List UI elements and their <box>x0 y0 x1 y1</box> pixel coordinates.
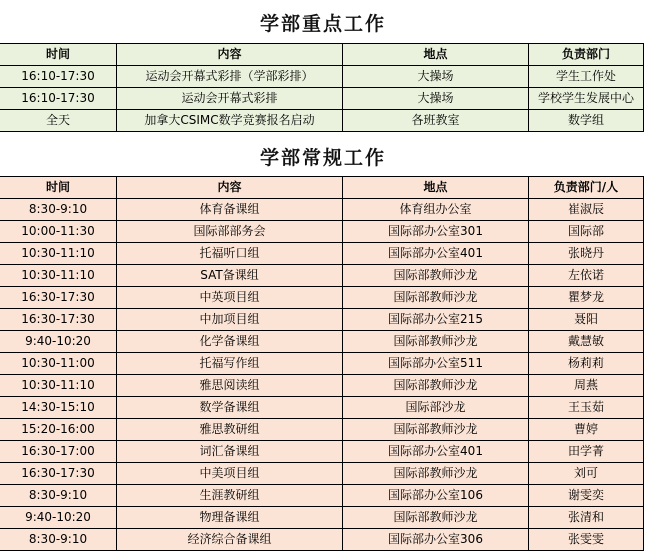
cell-content: 中美项目组 <box>117 463 343 485</box>
header-location: 地点 <box>343 177 529 199</box>
cell-content: 物理备课组 <box>117 507 343 529</box>
cell-content: 运动会开幕式彩排 <box>117 88 343 110</box>
cell-time: 15:20-16:00 <box>0 419 117 441</box>
cell-content: 体育备课组 <box>117 199 343 221</box>
cell-content: SAT备课组 <box>117 265 343 287</box>
table-row <box>0 485 644 507</box>
cell-department: 学生工作处 <box>529 66 644 88</box>
cell-location: 国际部教师沙龙 <box>343 419 529 441</box>
cell-department: 左依诺 <box>529 265 644 287</box>
cell-time: 14:30-15:10 <box>0 397 117 419</box>
key-work-table <box>0 43 644 132</box>
cell-content: 化学备课组 <box>117 331 343 353</box>
cell-location: 国际部教师沙龙 <box>343 331 529 353</box>
cell-location: 国际部办公室511 <box>343 353 529 375</box>
cell-department: 学校学生发展中心 <box>529 88 644 110</box>
cell-location: 大操场 <box>343 88 529 110</box>
cell-location: 国际部教师沙龙 <box>343 463 529 485</box>
table-row <box>0 529 644 551</box>
cell-time: 9:40-10:20 <box>0 331 117 353</box>
cell-department: 谢雯奕 <box>529 485 644 507</box>
table-row <box>0 243 644 265</box>
cell-department: 杨莉莉 <box>529 353 644 375</box>
table-row <box>0 463 644 485</box>
cell-department: 王玉茹 <box>529 397 644 419</box>
cell-department: 张晓丹 <box>529 243 644 265</box>
cell-department: 瞿梦龙 <box>529 287 644 309</box>
header-location: 地点 <box>343 44 529 66</box>
cell-content: 雅思阅读组 <box>117 375 343 397</box>
cell-department: 张雯雯 <box>529 529 644 551</box>
cell-department: 田学菁 <box>529 441 644 463</box>
cell-location: 国际部教师沙龙 <box>343 375 529 397</box>
cell-location: 国际部办公室215 <box>343 309 529 331</box>
cell-time: 10:00-11:30 <box>0 221 117 243</box>
table-row <box>0 66 644 88</box>
cell-time: 16:30-17:30 <box>0 309 117 331</box>
table-row <box>0 265 644 287</box>
cell-department: 周燕 <box>529 375 644 397</box>
cell-time: 10:30-11:10 <box>0 265 117 287</box>
header-time: 时间 <box>0 44 117 66</box>
table-row <box>0 88 644 110</box>
header-person: 负责部门/人 <box>529 177 644 199</box>
cell-time: 10:30-11:10 <box>0 375 117 397</box>
cell-time: 16:30-17:30 <box>0 463 117 485</box>
cell-department: 刘可 <box>529 463 644 485</box>
cell-content: 国际部部务会 <box>117 221 343 243</box>
cell-content: 数学备课组 <box>117 397 343 419</box>
cell-department: 曹婷 <box>529 419 644 441</box>
routine-work-table <box>0 176 644 551</box>
header-content: 内容 <box>117 177 343 199</box>
cell-content: 运动会开幕式彩排（学部彩排） <box>117 66 343 88</box>
cell-content: 托福写作组 <box>117 353 343 375</box>
table-row <box>0 441 644 463</box>
cell-content: 中英项目组 <box>117 287 343 309</box>
cell-location: 国际部办公室401 <box>343 441 529 463</box>
cell-department: 崔淑辰 <box>529 199 644 221</box>
cell-time: 16:30-17:30 <box>0 287 117 309</box>
header-department: 负责部门 <box>529 44 644 66</box>
table-row <box>0 507 644 529</box>
table-row <box>0 221 644 243</box>
cell-content: 经济综合备课组 <box>117 529 343 551</box>
cell-location: 国际部办公室301 <box>343 221 529 243</box>
table-row <box>0 397 644 419</box>
table-row <box>0 375 644 397</box>
cell-department: 国际部 <box>529 221 644 243</box>
cell-time: 8:30-9:10 <box>0 199 117 221</box>
cell-location: 国际部沙龙 <box>343 397 529 419</box>
table-header-row <box>0 177 644 199</box>
cell-location: 国际部办公室306 <box>343 529 529 551</box>
header-time: 时间 <box>0 177 117 199</box>
cell-time: 10:30-11:10 <box>0 243 117 265</box>
key-work-title: 学部重点工作 <box>259 13 386 35</box>
table-row <box>0 110 644 132</box>
cell-content: 雅思教研组 <box>117 419 343 441</box>
cell-time: 16:10-17:30 <box>0 88 117 110</box>
cell-department: 戴慧敏 <box>529 331 644 353</box>
cell-content: 托福听口组 <box>117 243 343 265</box>
cell-department: 聂阳 <box>529 309 644 331</box>
cell-time: 16:10-17:30 <box>0 66 117 88</box>
cell-location: 体育组办公室 <box>343 199 529 221</box>
table-row <box>0 199 644 221</box>
cell-location: 国际部教师沙龙 <box>343 507 529 529</box>
routine-work-rows <box>0 199 644 551</box>
cell-time: 16:30-17:00 <box>0 441 117 463</box>
cell-time: 9:40-10:20 <box>0 507 117 529</box>
header-content: 内容 <box>117 44 343 66</box>
table-row <box>0 309 644 331</box>
key-work-rows <box>0 66 644 132</box>
routine-work-title: 学部常规工作 <box>259 147 386 169</box>
cell-location: 国际部办公室106 <box>343 485 529 507</box>
table-row <box>0 287 644 309</box>
cell-location: 各班教室 <box>343 110 529 132</box>
cell-location: 国际部办公室401 <box>343 243 529 265</box>
cell-content: 加拿大CSIMC数学竞赛报名启动 <box>117 110 343 132</box>
cell-location: 国际部教师沙龙 <box>343 287 529 309</box>
cell-time: 8:30-9:10 <box>0 485 117 507</box>
cell-content: 中加项目组 <box>117 309 343 331</box>
cell-location: 大操场 <box>343 66 529 88</box>
cell-department: 张清和 <box>529 507 644 529</box>
cell-content: 词汇备课组 <box>117 441 343 463</box>
cell-location: 国际部教师沙龙 <box>343 265 529 287</box>
cell-content: 生涯教研组 <box>117 485 343 507</box>
cell-time: 10:30-11:00 <box>0 353 117 375</box>
table-row <box>0 419 644 441</box>
table-row <box>0 331 644 353</box>
cell-time: 全天 <box>0 110 117 132</box>
cell-time: 8:30-9:10 <box>0 529 117 551</box>
table-row <box>0 353 644 375</box>
cell-department: 数学组 <box>529 110 644 132</box>
table-header-row <box>0 44 644 66</box>
